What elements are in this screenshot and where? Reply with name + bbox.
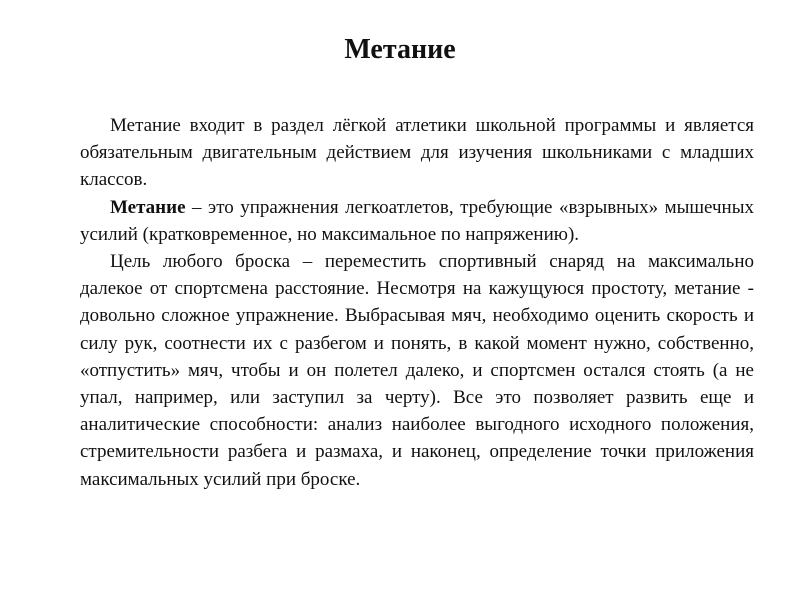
definition-text: – это упражнения легкоатлетов, требующие «взрывных» мышечных усилий (кратковременное, но максимальное по напряжению).: [80, 196, 754, 245]
slide-body: [80, 112, 754, 493]
paragraph-intro: Метание входит в раздел лёгкой атлетики школьной программы и является обязательным двигательным действием для изучения школьниками с младших классов.: [80, 115, 754, 191]
paragraph-goal: Цель любого броска – переместить спортивный снаряд на максимально далекое от спортсмена расстояние. Несмотря на кажущуюся простоту, метание - довольно сложное упражнение. Выбрасывая мяч, необходимо оценить скорость и силу рук, соотнести их с разбегом и понять, в какой момент нужно, собственно, «отпустить» мяч, чтобы и он полетел далеко, и спортсмен остался стоять (а не упал, например, или заступил за черту). Все это позволяет развить еще и аналитические способности: анализ наиболее выгодного исходного положения, стремительности разбега и размаха, и наконец, определение точки приложения максимальных усилий при броске.: [80, 251, 754, 490]
slide-title: Метание: [344, 34, 456, 65]
paragraph-definition: [80, 194, 754, 248]
definition-term: Метание: [110, 196, 186, 218]
